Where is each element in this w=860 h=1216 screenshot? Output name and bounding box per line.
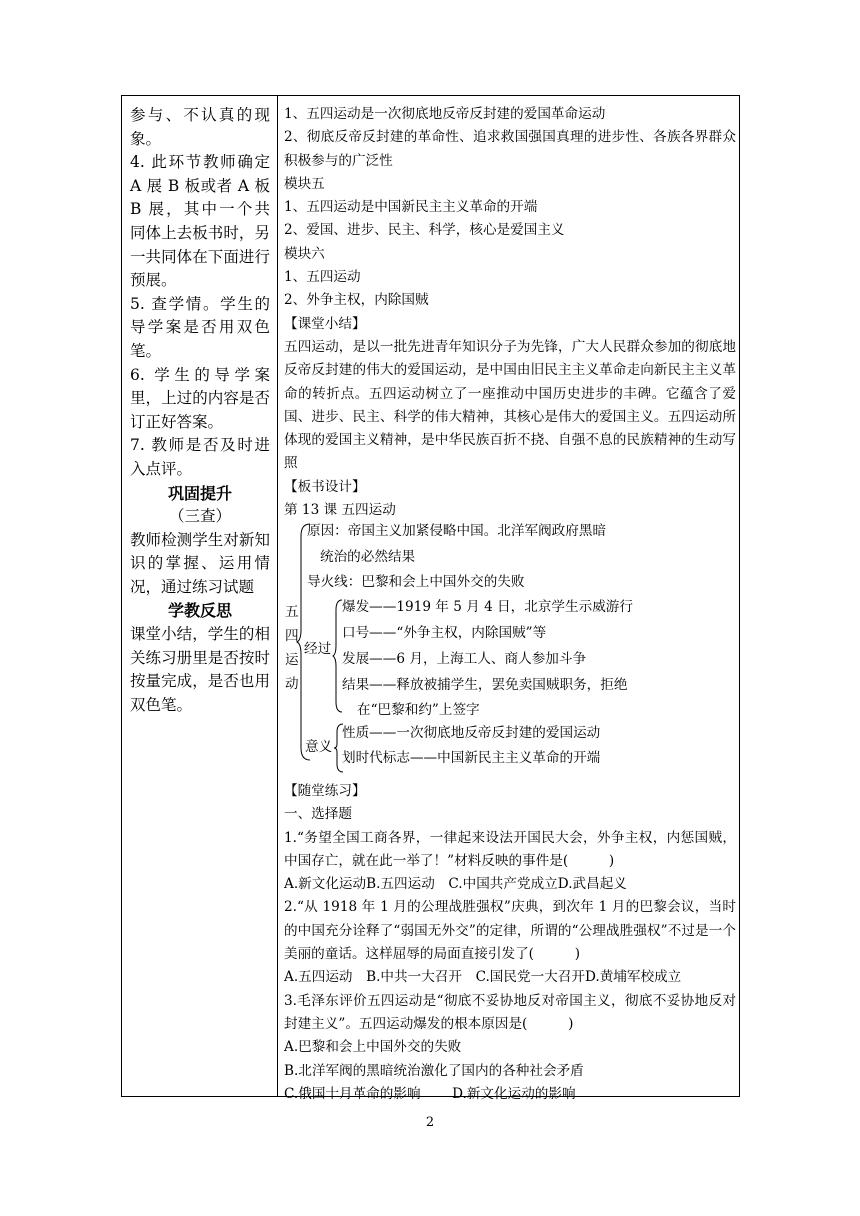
board-cause: 原因：帝国主义加紧侵略中国。北洋军阀政府黑暗 bbox=[307, 523, 607, 539]
board-root: 五四运动 bbox=[285, 604, 299, 692]
left-paragraph: 6. 学生的导学案里，上过的内容是否订正好答案。 bbox=[130, 365, 270, 431]
left-paragraph: 4. 此环节教师确定 A 展 B 板或者 A 板 B 展，其中一个共同体上去板书时，另一共同体在下面进行预展。 bbox=[130, 153, 270, 290]
question: 1.“务望全国工商各界，一律起来设法开国民大会，外争主权，内惩国贼，中国存亡，就在此一举了！”材料反映的事件是( ) bbox=[284, 829, 736, 869]
exercise-section bbox=[284, 780, 736, 1106]
left-paragraph: 5. 查学情。学生的导学案是否用双色笔。 bbox=[130, 294, 270, 360]
board-process-item: 发展——6 月，上海工人、商人参加斗争 bbox=[342, 651, 587, 667]
column-divider bbox=[277, 95, 278, 1097]
question: 3.毛泽东评价五四运动是“彻底不妥协地反对帝国主义，彻底不妥协地反对封建主义”。五四运动爆发的根本原因是( ) bbox=[284, 992, 736, 1032]
question-option: C.俄国十月革命的影响 D.新文化运动的影响 bbox=[284, 1085, 576, 1102]
board-meaning-item: 性质——一次彻底地反帝反封建的爱国运动 bbox=[342, 725, 601, 741]
board-process-item: 爆发——1919 年 5 月 4 日，北京学生示威游行 bbox=[342, 599, 633, 615]
question-option: A.巴黎和会上中国外交的失败 bbox=[284, 1039, 462, 1056]
module5-item: 2、爱国、进步、民主、科学，核心是爱国主义 bbox=[284, 222, 565, 239]
module-title: 模块五 bbox=[284, 175, 325, 192]
question-options: A.新文化运动B.五四运动 C.中国共产党成立D.武昌起义 bbox=[284, 876, 627, 893]
module-title: 模块六 bbox=[284, 245, 325, 262]
left-column bbox=[130, 104, 270, 717]
right-column bbox=[284, 103, 736, 522]
board-meaning-label: 意义 bbox=[305, 739, 333, 755]
board-process-item: 结果——释放被捕学生，罢免卖国贼职务，拒绝 bbox=[342, 677, 628, 693]
board-cause: 统治的必然结果 bbox=[320, 549, 416, 565]
page-number: 2 bbox=[425, 1115, 435, 1130]
question-options: A.五四运动 B.中共一大召开 C.国民党一大召开D.黄埔军校成立 bbox=[284, 969, 682, 986]
module6-item: 2、外争主权，内除国贼 bbox=[284, 292, 429, 309]
left-paragraph: 课堂小结，学生的相关练习册里是否按时按量完成，是否也用双色笔。 bbox=[130, 625, 270, 714]
module5-item: 1、五四运动是中国新民主主义革命的开端 bbox=[284, 199, 538, 216]
module4-item: 1、五四运动是一次彻底地反帝反封建的爱国革命运动 bbox=[284, 106, 606, 122]
question: 2.“从 1918 年 1 月的公理战胜强权”庆典，到次年 1 月的巴黎会议，当时的中国充分诠释了“弱国无外交”的定律，所谓的“公理战胜强权”不过是一个美丽的童话。这样屈辱的局面直接引发了( ) bbox=[284, 899, 736, 963]
summary-text: 五四运动，是以一批先进青年知识分子为先锋，广大人民群众参加的彻底地反帝反封建的伟大的爱国运动，是中国由旧民主主义革命走向新民主主义革命的转折点。五四运动树立了一座推动中国历史进步的丰碑。它蕴含了爱国、进步、民主、科学的伟大精神，其核心是伟大的爱国主义。五四运动所体现的爱国主义精神，是中华民族百折不挠、自强不息的民族精神的生动写照 bbox=[284, 338, 736, 472]
board-title: 【板书设计】 bbox=[284, 478, 366, 495]
lesson-title: 第 13 课 五四运动 bbox=[284, 502, 396, 519]
left-paragraph: 参与、不认真的现象。 bbox=[130, 106, 270, 148]
module4-item: 2、彻底反帝反封建的革命性、追求救国强国真理的进步性、各族各界群众积极参与的广泛性 bbox=[284, 129, 736, 169]
board-process-item: 口号——“外争主权，内除国贼”等 bbox=[342, 625, 547, 641]
exercise-section-label: 一、选择题 bbox=[284, 806, 352, 823]
exercise-title: 【随堂练习】 bbox=[284, 783, 366, 799]
left-paragraph: 教师检测学生对新知识的掌握、运用情况，通过练习试题 bbox=[130, 530, 270, 596]
left-paragraph: 7. 教师是否及时进入点评。 bbox=[130, 436, 270, 478]
summary-title: 【课堂小结】 bbox=[284, 315, 366, 332]
board-process-item: 在“巴黎和约”上签字 bbox=[357, 702, 480, 718]
board-fuse: 导火线：巴黎和会上中国外交的失败 bbox=[307, 574, 525, 590]
section-heading: 学教反思 bbox=[167, 601, 232, 621]
board-process-label: 经过 bbox=[304, 641, 332, 657]
question-option: B.北洋军阀的黑暗统治激化了国内的各种社会矛盾 bbox=[284, 1062, 584, 1079]
module6-item: 1、五四运动 bbox=[284, 269, 361, 286]
section-subheading: （三查） bbox=[168, 507, 231, 526]
board-meaning-item: 划时代标志——中国新民主主义革命的开端 bbox=[342, 750, 601, 766]
section-heading: 巩固提升 bbox=[167, 483, 232, 503]
